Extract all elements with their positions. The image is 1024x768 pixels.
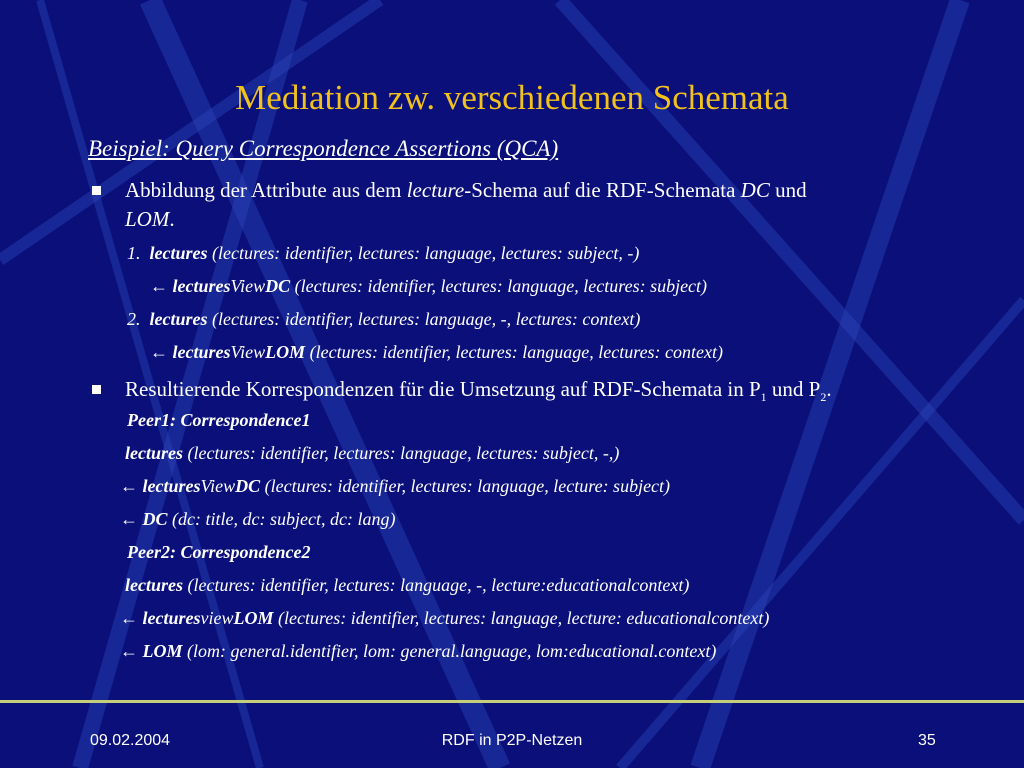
peer1-line-2-args: (lectures: identifier, lectures: language, lecture: subject) [264,476,671,496]
keyword-lectures: lectures [142,476,201,496]
peer1-heading-text: Peer1: Correspondence1 [127,410,311,430]
peer1-line-1 [125,443,619,464]
peer2-heading [127,542,310,563]
slide-subtitle: Beispiel: Query Correspondence Assertions (QCA) [88,136,559,161]
peer1-line-3-args: (dc: title, dc: subject, dc: lang) [172,509,396,529]
footer-date: 09.02.2004 [90,732,171,749]
bullet-2-period: . [826,377,832,401]
bullet-1-text: Abbildung der Attribute aus dem [125,178,407,202]
item-1-args: (lectures: identifier, lectures: language, lectures: subject, -) [212,243,640,263]
keyword-lectures: lectures [172,276,231,296]
item-number-2: 2. [127,309,141,329]
peer2-line-2 [120,608,769,629]
bullet-1-lom: LOM [125,207,170,231]
peer2-line-3-args: (lom: general.identifier, lom: general.language, lom:educational.context) [187,641,717,661]
item-2 [127,309,640,330]
bullet-1-line-1 [125,178,807,203]
keyword-dc: DC [235,476,261,496]
keyword-view: view [200,608,234,628]
left-arrow-icon: ← [120,641,138,661]
keyword-view: View [230,276,266,296]
bullet-1-und: und [769,178,807,202]
bullet-2 [125,377,832,410]
keyword-lom: LOM [142,641,183,661]
item-2-mapping-args: (lectures: identifier, lectures: language, lectures: context) [309,342,724,362]
peer1-heading [127,410,310,431]
bullet-1-dc: DC [740,178,770,202]
keyword-dc: DC [265,276,291,296]
item-1 [127,243,639,264]
item-1-mapping-args: (lectures: identifier, lectures: language, lectures: subject) [294,276,708,296]
footer-divider [0,700,1024,703]
subscript-1: 1 [760,390,767,405]
bullet-1-line-2 [125,207,175,232]
bullet-square-icon [92,385,101,394]
footer-title: RDF in P2P-Netzen [441,732,583,749]
keyword-lectures: lectures [149,243,208,263]
peer2-line-2-args: (lectures: identifier, lectures: language, lecture: educationalcontext) [278,608,770,628]
keyword-view: View [200,476,236,496]
item-2-args: (lectures: identifier, lectures: language, -, lectures: context) [212,309,641,329]
page-number: 35 [918,732,936,749]
peer2-line-1-args: (lectures: identifier, lectures: language, -, lecture:educationalcontext) [187,575,690,595]
bullet-1-text-mid: -Schema auf die RDF-Schemata [464,178,741,202]
keyword-lectures: lectures [149,309,208,329]
keyword-dc: DC [142,509,168,529]
left-arrow-icon: ← [120,509,138,529]
bullet-1-period: . [169,207,175,231]
slide-title: Mediation zw. verschiedenen Schemata [235,78,789,117]
keyword-lectures: lectures [172,342,231,362]
subscript-2: 2 [820,390,827,405]
bullet-2-text: Resultierende Korrespondenzen für die Umsetzung auf RDF-Schemata in P [125,377,761,401]
left-arrow-icon: ← [150,342,168,362]
left-arrow-icon: ← [120,476,138,496]
item-2-mapping [150,342,723,363]
keyword-lectures: lectures [125,443,183,463]
bullet-square-icon [92,186,101,195]
keyword-lectures: lectures [125,575,183,595]
keyword-view: View [230,342,266,362]
keyword-lectures: lectures [142,608,201,628]
keyword-lom: LOM [233,608,274,628]
peer1-line-3 [120,509,395,530]
item-number-1: 1. [127,243,141,263]
bullet-1-lecture: lecture [406,178,465,202]
peer2-line-3 [120,641,716,662]
left-arrow-icon: ← [120,608,138,628]
peer1-line-1-args: (lectures: identifier, lectures: language, lectures: subject, -,) [187,443,620,463]
peer2-heading-text: Peer2: Correspondence2 [127,542,311,562]
keyword-lom: LOM [265,342,306,362]
peer1-line-2 [120,476,670,497]
bullet-2-und: und P [766,377,821,401]
left-arrow-icon: ← [150,276,168,296]
item-1-mapping [150,276,707,297]
peer2-line-1 [125,575,689,596]
